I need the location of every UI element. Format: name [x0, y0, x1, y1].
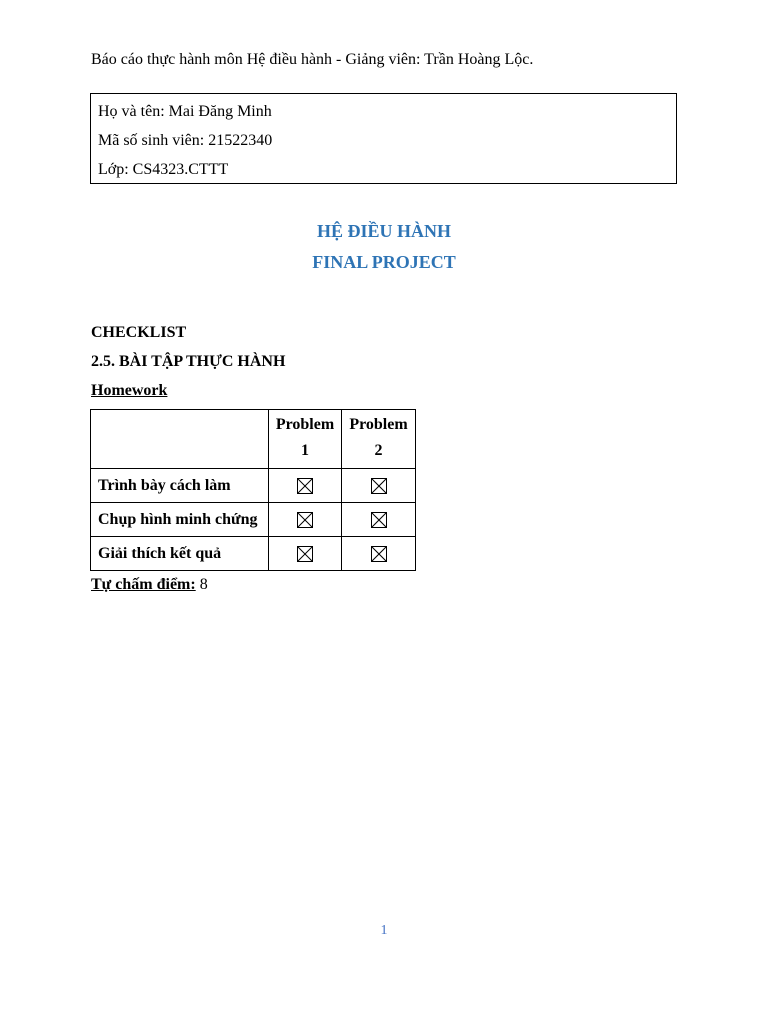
column-header-number: 2 — [374, 442, 383, 459]
checkbox-cell — [342, 503, 416, 537]
document-subtitle: FINAL PROJECT — [312, 252, 456, 272]
student-info-box — [90, 93, 677, 184]
homework-checklist-table — [90, 409, 416, 571]
column-header-label: Problem — [349, 416, 408, 433]
page-number: 1 — [380, 923, 388, 938]
student-class-line: Lớp: CS4323.CTTT — [98, 161, 229, 178]
document-title: HỆ ĐIỀU HÀNH — [316, 221, 451, 241]
table-corner-cell — [91, 410, 269, 469]
checked-box-x-icon — [371, 546, 387, 562]
checked-box-x-icon — [297, 546, 313, 562]
row-label: Trình bày cách làm — [91, 469, 269, 503]
checklist-heading: CHECKLIST — [91, 324, 187, 341]
checked-box-x-icon — [297, 512, 313, 528]
homework-heading: Homework — [91, 382, 168, 399]
column-header-label: Problem — [275, 416, 335, 433]
student-name-line: Họ và tên: Mai Đăng Minh — [98, 103, 272, 120]
checked-box-x-icon — [371, 478, 387, 494]
checkbox-cell — [342, 537, 416, 571]
column-header-problem-1 — [269, 410, 342, 469]
table-row — [91, 503, 416, 537]
self-score-label: Tự chấm điểm: — [91, 576, 196, 593]
table-header-row — [91, 410, 416, 469]
section-heading: 2.5. BÀI TẬP THỰC HÀNH — [91, 353, 286, 370]
table-row — [91, 469, 416, 503]
checked-box-x-icon — [297, 478, 313, 494]
checkbox-cell — [269, 469, 342, 503]
column-header-problem-2 — [342, 410, 416, 469]
self-score-line — [91, 575, 208, 595]
table-row — [91, 537, 416, 571]
checkbox-cell — [342, 469, 416, 503]
checkbox-cell — [269, 503, 342, 537]
self-score-value: 8 — [199, 576, 208, 593]
checked-box-x-icon — [371, 512, 387, 528]
student-id-line: Mã số sinh viên: 21522340 — [98, 132, 273, 149]
row-label: Chụp hình minh chứng — [91, 503, 269, 537]
checkbox-cell — [269, 537, 342, 571]
report-header-line: Báo cáo thực hành môn Hệ điều hành - Giảng viên: Trần Hoàng Lộc. — [91, 51, 534, 68]
row-label: Giải thích kết quả — [91, 537, 269, 571]
column-header-number: 1 — [301, 442, 309, 459]
